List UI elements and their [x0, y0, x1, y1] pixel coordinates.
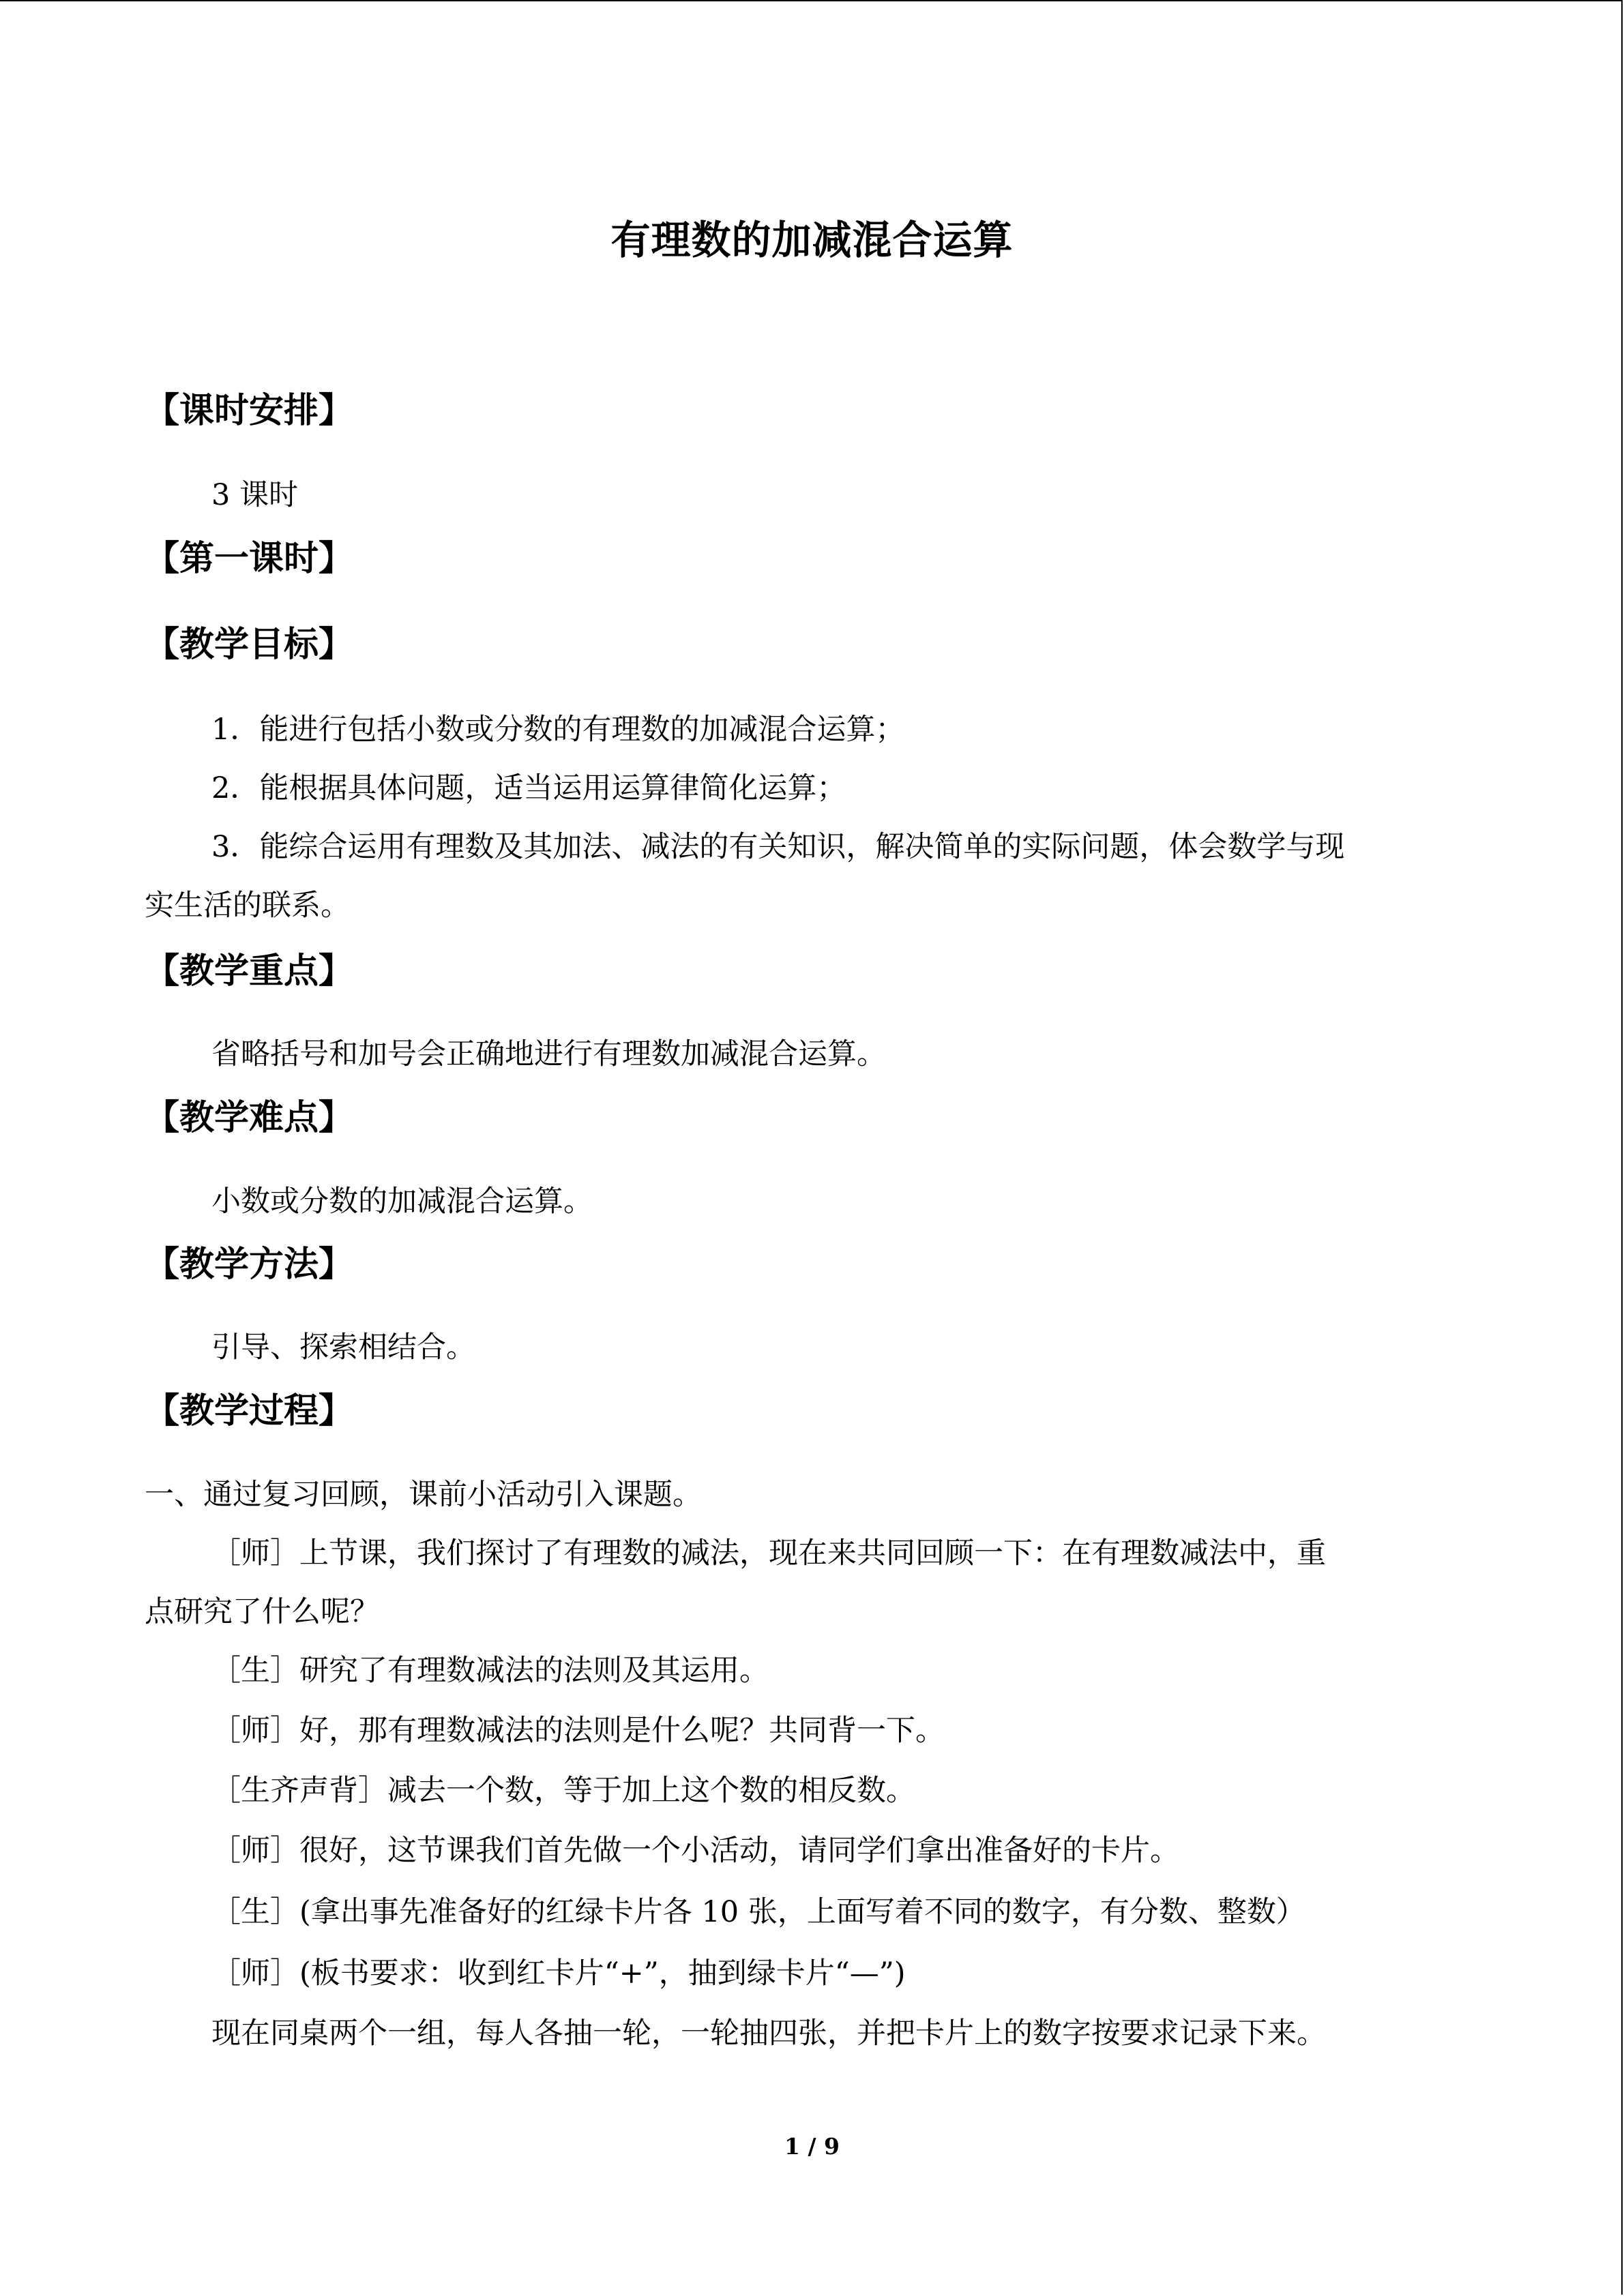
process-line-continuation: 点研究了什么呢？ [145, 1595, 379, 1629]
schedule-text: 3 课时 [211, 478, 299, 512]
process-line: ［师］好，那有理数减法的法则是什么呢？共同背一下。 [211, 1714, 945, 1748]
process-line: ［师］很好，这节课我们首先做一个小活动，请同学们拿出准备好的卡片。 [211, 1834, 1179, 1868]
process-line: 现在同桌两个一组，每人各抽一轮，一轮抽四张，并把卡片上的数字按要求记录下来。 [211, 2016, 1326, 2051]
process-line: ［师］(板书要求：收到红卡片“+”，抽到绿卡片“—”) [211, 1956, 906, 1991]
heading-process: 【教学过程】 [145, 1391, 354, 1431]
objective-item: 2．能根据具体问题，适当运用运算律简化运算； [211, 771, 846, 805]
heading-first-lesson: 【第一课时】 [145, 539, 354, 579]
heading-objectives: 【教学目标】 [145, 625, 354, 665]
heading-schedule: 【课时安排】 [145, 391, 354, 431]
difficulties-text: 小数或分数的加减混合运算。 [211, 1184, 593, 1219]
process-line: ［师］上节课，我们探讨了有理数的减法，现在来共同回顾一下：在有理数减法中，重 [211, 1536, 1326, 1570]
key-points-text: 省略括号和加号会正确地进行有理数加减混合运算。 [211, 1037, 886, 1071]
heading-difficulties: 【教学难点】 [145, 1098, 354, 1138]
process-line: ［生齐声背］减去一个数，等于加上这个数的相反数。 [211, 1774, 915, 1808]
method-text: 引导、探索相结合。 [211, 1330, 475, 1365]
process-line: ［生］(拿出事先准备好的红绿卡片各 10 张，上面写着不同的数字，有分数、整数） [211, 1895, 1305, 1929]
heading-key-points: 【教学重点】 [145, 951, 354, 992]
process-line: 一、通过复习回顾，课前小活动引入课题。 [145, 1478, 702, 1512]
objective-item: 3．能综合运用有理数及其加法、减法的有关知识，解决简单的实际问题，体会数学与现 [211, 830, 1345, 864]
objective-item: 1．能进行包括小数或分数的有理数的加减混合运算； [211, 713, 905, 747]
heading-method: 【教学方法】 [145, 1244, 354, 1285]
process-line: ［生］研究了有理数减法的法则及其运用。 [211, 1654, 769, 1688]
objective-item-continuation: 实生活的联系。 [145, 889, 350, 923]
page-number: 1 / 9 [784, 2133, 840, 2160]
document-title: 有理数的加减混合运算 [610, 217, 1014, 263]
